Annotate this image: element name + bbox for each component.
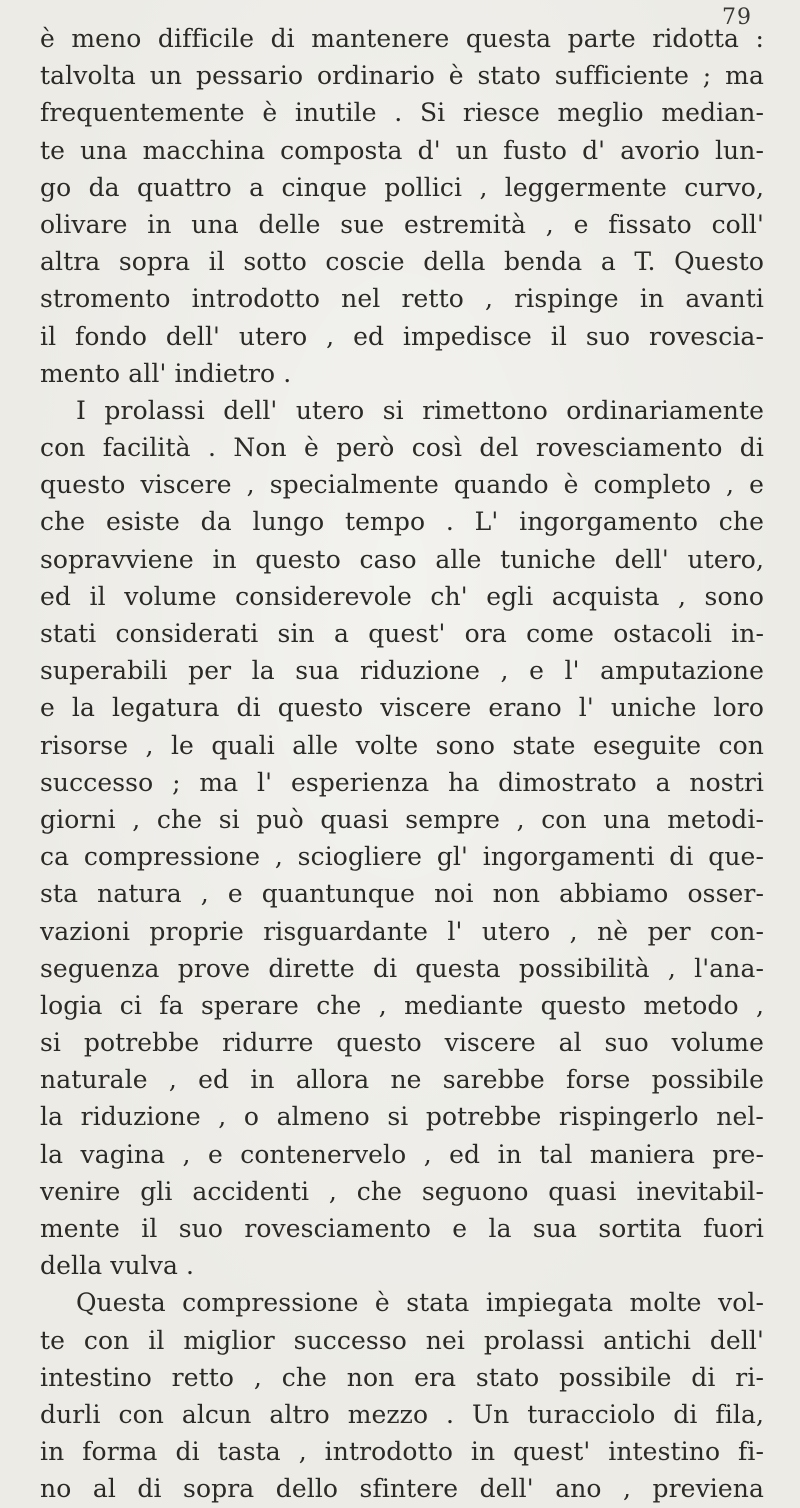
text-line: intestino retto , che non era stato possibile di ri-: [40, 1362, 764, 1392]
text-line: successo ; ma l' esperienza ha dimostrato a nostri: [40, 767, 764, 797]
paragraph: [40, 20, 764, 392]
text-line: sopravviene in questo caso alle tuniche dell' utero,: [40, 544, 764, 574]
text-line: venire gli accidenti , che seguono quasi inevitabil-: [40, 1176, 764, 1206]
text-line: Questa compressione è stata impiegata molte vol-: [76, 1288, 764, 1318]
text-line: il fondo dell' utero , ed impedisce il suo rovescia-: [40, 321, 764, 351]
text-line: sta natura , e quantunque noi non abbiamo osser-: [40, 879, 764, 909]
text-line: in forma di tasta , introdotto in quest' intestino fi-: [40, 1437, 764, 1467]
text-line: go da quattro a cinque pollici , leggermente curvo,: [40, 172, 764, 202]
text-line: seguenza prove dirette di questa possibilità , l'ana-: [40, 953, 764, 983]
text-line: no al di sopra dello sfintere dell' ano , previena: [40, 1474, 764, 1504]
text-line: e la legatura di questo viscere erano l' uniche loro: [40, 693, 764, 723]
text-line: che esiste da lungo tempo . L' ingorgamento che: [40, 507, 764, 537]
text-line: logia ci fa sperare che , mediante questo metodo ,: [40, 990, 764, 1020]
body-text: [40, 20, 764, 1508]
text-line: olivare in una delle sue estremità , e fissato coll': [40, 209, 764, 239]
text-line: ed il volume considerevole ch' egli acquista , sono: [40, 581, 764, 611]
text-line: durli con alcun altro mezzo . Un turacciolo di fila,: [40, 1399, 764, 1429]
text-line: è meno difficile di mantenere questa parte ridotta :: [40, 24, 764, 53]
text-line: vazioni proprie risguardante l' utero , nè per con-: [40, 916, 764, 946]
text-line: ca compressione , sciogliere gl' ingorgamenti di que-: [40, 842, 764, 872]
text-line: te una macchina composta d' un fusto d' avorio lun-: [40, 135, 764, 165]
paragraph: [40, 1284, 764, 1507]
text-line: stromento introdotto nel retto , rispinge in avanti: [40, 284, 764, 314]
text-line: la riduzione , o almeno si potrebbe rispingerlo nel-: [40, 1102, 764, 1132]
text-line: altra sopra il sotto coscie della benda a T. Questo: [40, 247, 764, 277]
text-line: stati considerati sin a quest' ora come ostacoli in-: [40, 619, 764, 648]
text-line: superabili per la sua riduzione , e l' amputazione: [40, 656, 764, 686]
text-line: giorni , che si può quasi sempre , con una metodi-: [40, 804, 764, 834]
text-line: la vagina , e contenervelo , ed in tal maniera pre-: [40, 1139, 764, 1169]
text-line: I prolassi dell' utero si rimettono ordinariamente: [76, 395, 764, 425]
page-number: 79: [722, 5, 752, 30]
text-line: risorse , le quali alle volte sono state eseguite con: [40, 730, 764, 760]
text-line: si potrebbe ridurre questo viscere al suo volume: [40, 1028, 764, 1058]
text-line: della vulva .: [40, 1251, 195, 1281]
text-line: questo viscere , specialmente quando è completo , e: [40, 470, 764, 500]
text-line: mento all' indietro .: [40, 358, 292, 388]
paragraph: [40, 392, 764, 1285]
text-line: te con il miglior successo nei prolassi antichi dell': [40, 1325, 764, 1355]
text-line: mente il suo rovesciamento e la sua sortita fuori: [40, 1214, 764, 1243]
text-line: talvolta un pessario ordinario è stato sufficiente ; ma: [40, 61, 764, 91]
text-line: con facilità . Non è però così del rovesciamento di: [40, 433, 764, 463]
text-line: frequentemente è inutile . Si riesce meglio median-: [40, 98, 764, 128]
text-line: naturale , ed in allora ne sarebbe forse possibile: [40, 1065, 764, 1095]
